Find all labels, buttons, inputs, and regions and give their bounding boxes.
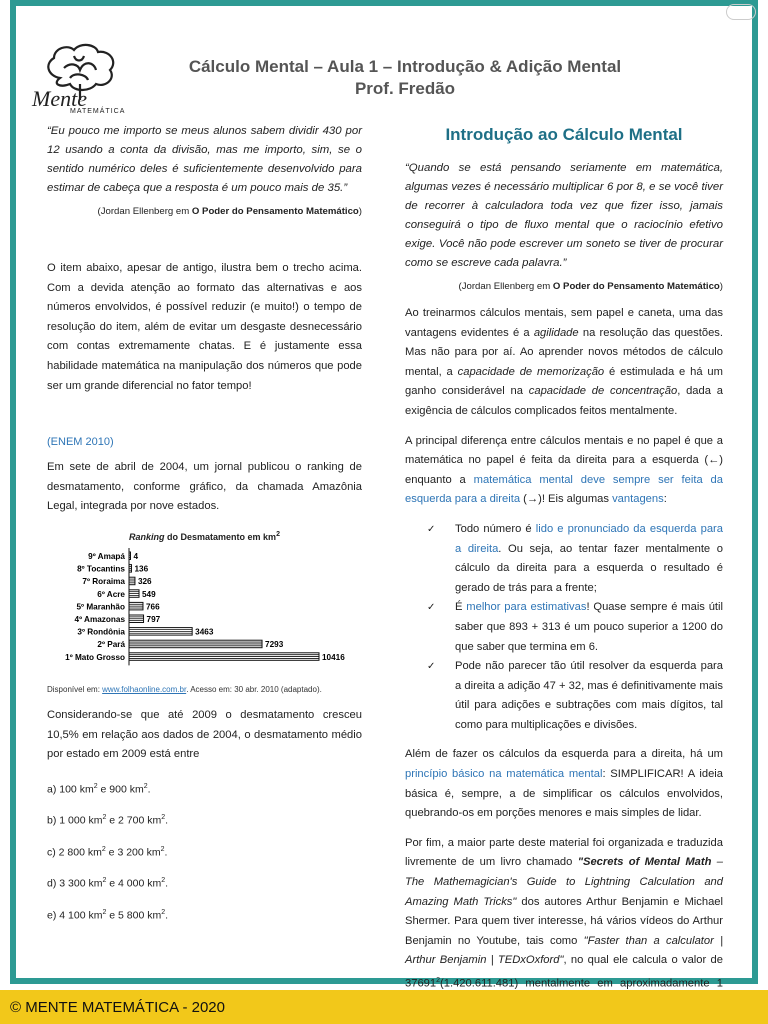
chart-value-label: 3463 <box>195 627 214 637</box>
left-column <box>47 122 362 922</box>
footer <box>0 990 768 1024</box>
chart-category-label: 8º Tocantins <box>77 564 125 574</box>
right-column <box>405 122 723 1024</box>
quote-ellenberg-left: “Eu pouco me importo se meus alunos sabem dividir 430 por 12 usando a conta da divisão, mas me importo, sim, se o sentido numérico deles é suficientemente desenvolvido para estimar de cabeça que a resposta é um pouco mais de 35.” <box>47 125 362 194</box>
enem-label: (ENEM 2010) <box>47 436 114 449</box>
source-link[interactable]: www.folhaonline.com.br <box>102 684 187 694</box>
answer-options <box>47 780 362 923</box>
chart-category-label: 4º Amazonas <box>74 614 125 624</box>
chart-value-label: 10416 <box>322 652 345 662</box>
quote-attribution-right: (Jordan Ellenberg em O Poder do Pensamento Matemático) <box>458 281 723 292</box>
answer-option[interactable]: d) 3 300 $km^2$ e 4 000 $km^2$. <box>47 877 169 890</box>
question-statement: Em sete de abril de 2004, um jornal publicou o ranking de desmatamento, conforme gráfico, da chamada Amazônia Legal, integrada por nove estados. <box>47 461 362 513</box>
logo-text: Mente <box>32 86 87 111</box>
watermark-icon <box>726 4 756 20</box>
chart-svg <box>47 546 347 678</box>
answer-option[interactable]: c) 2 800 $km^2$ e 3 200 $km^2$. <box>47 845 168 859</box>
chart-value-label: 797 <box>146 614 161 624</box>
chart-value-label: 136 <box>134 564 149 574</box>
ranking-chart <box>47 531 362 683</box>
logo-subtitle: MATEMÁTICA <box>70 108 126 115</box>
chart-value-label: 4 <box>133 551 139 561</box>
chart-source: Disponível em: www.folhaonline.com.br. Acesso em: 30 abr. 2010 (adaptado). <box>47 684 322 694</box>
quote-attribution: (Jordan Ellenberg em O Poder do Pensamento Matemático) <box>97 206 362 217</box>
chart-value-label: 766 <box>145 602 160 612</box>
advantage-item: ✓ Pode não parecer tão útil resolver da esquerda para a direita a adição 47 + 32, mas é definitivamente mais útil para adições e subtrações com mais dígitos, tal como para multiplicações e divisões. <box>427 657 723 735</box>
chart-category-label: 7º Roraima <box>82 577 125 587</box>
simplify-paragraph: Além de fazer os cálculos da esquerda para a direita, há um princípio básico na matemática mental: SIMPLIFICAR! A ideia básica é, sempre, a de simplificar os cálculos envolvidos, quebrando-os em porções menores e mais simples de lidar. <box>405 748 724 820</box>
quote-ellenberg-right: “Quando se está pensando seriamente em matemática, algumas vezes é necessário multiplicar 6 por 8, e se você tiver de recorrer à calculadora toda vez que fizer isso, jamais conseguirá o tipo de fluxo mental que o raciocínio efetivo exige. Você não pode escrever um soneto se tiver de procurar como se escreve cada palavra.” <box>405 162 723 269</box>
chart-category-label: 3º Rondônia <box>77 627 125 637</box>
chart-category-label: 2º Pará <box>97 640 125 650</box>
chart-title: Ranking do Desmatamento em $km^2$ <box>129 530 280 542</box>
answer-option[interactable]: e) 4 100 $km^2$ e 5 800 $km^2$. <box>47 908 169 922</box>
chart-category-label: 5º Maranhão <box>76 602 125 612</box>
advantage-item: ✓ É melhor para estimativas! Quase sempre é mais útil saber que 893 + 313 é um pouco superior a 1200 do que saber que termina em 6. <box>427 598 723 657</box>
check-icon: ✓ <box>427 661 436 673</box>
direction-paragraph: A principal diferença entre cálculos mentais e no papel é que a matemática no papel é feita da direita para a esquerda (←) enquanto a matemática mental deve sempre ser feita da esquerda para a direita (→)! Eis algumas vantagens: <box>405 434 723 506</box>
answer-option[interactable]: b) 1 000 $km^2$ e 2 700 $km^2$. <box>47 814 169 827</box>
question-prompt: Considerando-se que até 2009 o desmatamento cresceu 10,5% em relação aos dados de 2004, o desmatamento médio por estado em 2009 está entre <box>47 708 362 761</box>
answer-option[interactable]: a) 100 $km^2$ e 900 $km^2$. <box>47 782 151 796</box>
chart-value-label: 7293 <box>265 640 284 650</box>
advantages-paragraph: Ao treinarmos cálculos mentais, sem papel e caneta, uma das vantagens evidentes é a agilidade na resolução das questões. Mas não para por aí. Ao aprender novos métodos de cálculo mental, a capacidade de memorização é estimulada e há um ganho considerável na capacidade de concentração, dada a exigência de cálculos complicados feitos mentalmente. <box>405 307 723 417</box>
intro-paragraph: O item abaixo, apesar de antigo, ilustra bem o trecho acima. Com a devida atenção ao formato das alternativas e aos números envolvidos, é possível reduzir (e muito!) o tempo de resolução do item, além de evitar um desgaste desnecessário com contas extremamente chatas. E é justamente essa habilidade matemática na manipulação dos números que pode ser um grande diferencial no fator tempo! <box>47 262 362 392</box>
chart-category-label: 6º Acre <box>97 589 125 599</box>
check-icon: ✓ <box>427 602 436 614</box>
chart-value-label: 549 <box>142 589 156 599</box>
footer-text: © MENTE MATEMÁTICA - 2020 <box>10 998 225 1016</box>
section-heading: Introdução ao Cálculo Mental <box>445 125 683 144</box>
chart-category-label: 9º Amapá <box>88 551 125 561</box>
chart-category-label: 1º Mato Grosso <box>65 652 125 662</box>
page-title: Cálculo Mental – Aula 1 – Introdução & Adição Mental Prof. Fredão <box>188 57 622 98</box>
book-paragraph: Por fim, a maior parte deste material foi organizada e traduzida livremente de um livro chamado "Secrets of Mental Math – The Mathemagician's Guide to Lightning Calculation and Amazing Math Tricks" dos autores Arthur Benjamin e Michael Shermer. Para quem tiver interesse, há vários vídeos do Arthur Benjamin no Youtube, tais como "Faster than a calculator | Arthur Benjamin | TEDxOxford", no qual ele calcula o valor de 37691$^2$(1.420.611.481) mentalmente em aproximadamente 1 <box>405 836 723 990</box>
advantages-list <box>405 520 723 736</box>
advantage-item: ✓ Todo número é lido e pronunciado da esquerda para a direita. Ou seja, ao tentar fazer mentalmente o cálculo da direita para a esquerda o resultado é gerado de trás para a frente; <box>427 520 723 598</box>
chart-value-label: 326 <box>137 577 152 587</box>
check-icon: ✓ <box>427 523 436 535</box>
